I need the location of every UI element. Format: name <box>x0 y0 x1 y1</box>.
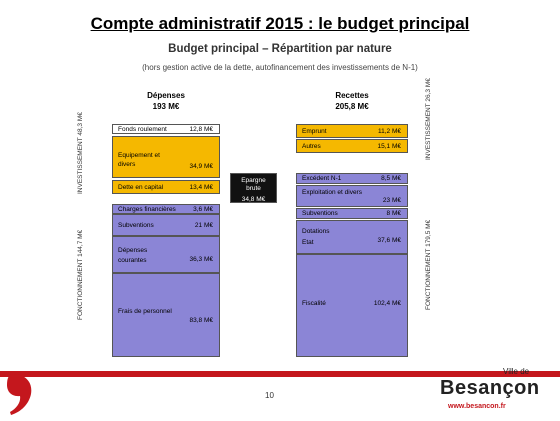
item-value: 13,4 M€ <box>189 184 213 191</box>
item-value: 102,4 M€ <box>373 300 401 307</box>
epargne-label: Epargne brute <box>241 177 266 192</box>
depenses-item-courantes <box>112 236 220 273</box>
item-label: Dotations Etat <box>302 228 330 246</box>
item-label: Subventions <box>302 210 338 217</box>
item-label: Frais de personnel <box>118 308 172 315</box>
recettes-item-exploitation <box>296 185 408 207</box>
logo-ville-de: Ville de <box>503 367 530 376</box>
item-value: 3,6 M€ <box>193 206 213 213</box>
recettes-total: 205,8 M€ <box>335 102 369 111</box>
item-label: Exploitation et divers <box>302 189 362 196</box>
besancon-comma-logo-icon <box>5 372 35 421</box>
recettes-fonctionnement-label: FONCTIONNEMENT 179,5 M€ <box>425 219 432 310</box>
recettes-heading: Recettes <box>335 91 369 100</box>
item-value: 8 M€ <box>386 210 401 217</box>
item-value: 34,9 M€ <box>189 163 213 170</box>
chart-note: (hors gestion active de la dette, autofinancement des investissements de N-1) <box>142 63 418 72</box>
depenses-item-dette <box>112 180 220 194</box>
item-label: Subventions <box>118 222 154 229</box>
item-label: Excédent N-1 <box>302 175 342 182</box>
item-value: 11,2 M€ <box>377 128 401 135</box>
recettes-item-dotations <box>296 220 408 254</box>
chart-subtitle: Budget principal – Répartition par nature <box>168 43 392 55</box>
logo-besancon: Besançon <box>440 377 540 399</box>
item-value: 36,3 M€ <box>189 256 213 263</box>
depenses-heading: Dépenses <box>147 91 185 100</box>
page-number: 10 <box>265 391 274 400</box>
depenses-total: 193 M€ <box>152 102 180 111</box>
item-label: Dépenses courantes <box>118 247 148 264</box>
item-value: 83,8 M€ <box>189 317 213 324</box>
recettes-item-subventions <box>296 208 408 219</box>
recettes-heading-block <box>296 90 408 112</box>
depenses-item-subventions <box>112 214 220 236</box>
depenses-fonctionnement-label: FONCTIONNEMENT 144,7 M€ <box>77 229 84 320</box>
item-label: Charges financières <box>118 206 176 213</box>
recettes-item-excedent <box>296 173 408 184</box>
recettes-investissement-label: INVESTISSEMENT 26,3 M€ <box>425 78 432 160</box>
item-value: 21 M€ <box>194 222 213 229</box>
item-value: 12,8 M€ <box>189 126 213 133</box>
depenses-heading-block <box>112 90 220 112</box>
item-value: 37,6 M€ <box>377 237 401 244</box>
item-value: 8,5 M€ <box>381 175 401 182</box>
recettes-item-emprunt <box>296 124 408 138</box>
item-label: Equipement et divers <box>118 152 160 168</box>
recettes-item-fiscalite <box>296 254 408 357</box>
depenses-investissement-label: INVESTISSEMENT 48,3 M€ <box>77 112 84 194</box>
item-value: 15,1 M€ <box>377 143 401 150</box>
item-label: Dette en capital <box>118 184 164 191</box>
logo-url: www.besancon.fr <box>448 403 506 410</box>
depenses-item-fonds-roulement <box>112 124 220 134</box>
depenses-item-personnel <box>112 273 220 357</box>
depenses-item-equipement <box>112 136 220 178</box>
item-label: Autres <box>302 143 321 150</box>
item-label: Fonds roulement <box>118 126 167 133</box>
item-value: 23 M€ <box>382 197 401 204</box>
epargne-value: 34,8 M€ <box>241 196 266 203</box>
slide-title: Compte administratif 2015 : le budget principal <box>90 14 470 33</box>
depenses-item-charges-financieres <box>112 204 220 214</box>
recettes-item-autres <box>296 139 408 153</box>
item-label: Fiscalité <box>302 300 326 307</box>
item-label: Emprunt <box>302 128 327 135</box>
epargne-brute-box <box>230 173 277 203</box>
